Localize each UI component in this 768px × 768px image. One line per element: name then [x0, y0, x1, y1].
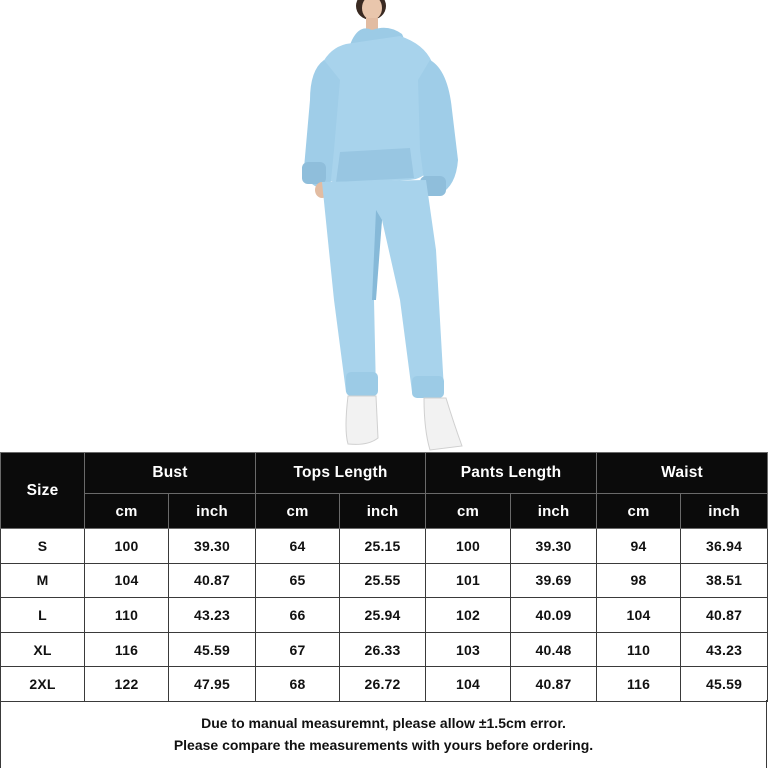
- table-cell: 43.23: [681, 632, 768, 667]
- table-cell: 116: [597, 667, 681, 702]
- table-cell: 38.51: [681, 563, 768, 598]
- table-cell: 64: [256, 529, 340, 564]
- table-cell: 45.59: [169, 632, 256, 667]
- table-cell: 26.33: [340, 632, 426, 667]
- group-header-waist: Waist: [597, 453, 768, 494]
- size-cell: L: [1, 598, 85, 633]
- size-chart-table: [0, 452, 768, 702]
- pants-right-cuff: [412, 376, 444, 398]
- note-line-error-tolerance: Due to manual measuremnt, please allow ±1.5cm error.: [201, 715, 566, 731]
- table-cell: 104: [597, 598, 681, 633]
- unit-header: cm: [256, 494, 340, 529]
- table-cell: 36.94: [681, 529, 768, 564]
- left-sneaker: [346, 396, 378, 444]
- table-cell: 25.55: [340, 563, 426, 598]
- table-cell: 101: [426, 563, 511, 598]
- table-cell: 110: [85, 598, 169, 633]
- table-cell: 102: [426, 598, 511, 633]
- table-cell: 100: [426, 529, 511, 564]
- group-header-bust: Bust: [85, 453, 256, 494]
- unit-header: cm: [85, 494, 169, 529]
- pants-left-cuff: [346, 372, 378, 396]
- size-cell: S: [1, 529, 85, 564]
- table-cell: 40.87: [681, 598, 768, 633]
- table-cell: 43.23: [169, 598, 256, 633]
- table-cell: 25.94: [340, 598, 426, 633]
- table-row: [1, 598, 768, 633]
- unit-header: cm: [597, 494, 681, 529]
- table-cell: 40.87: [511, 667, 597, 702]
- unit-header: inch: [511, 494, 597, 529]
- table-cell: 94: [597, 529, 681, 564]
- table-cell: 40.48: [511, 632, 597, 667]
- table-cell: 116: [85, 632, 169, 667]
- header-row-groups: [1, 453, 768, 494]
- header-row-units: [1, 494, 768, 529]
- unit-header: inch: [681, 494, 768, 529]
- table-cell: 103: [426, 632, 511, 667]
- table-cell: 110: [597, 632, 681, 667]
- jogger-pants: [322, 180, 444, 392]
- table-cell: 45.59: [681, 667, 768, 702]
- table-cell: 39.69: [511, 563, 597, 598]
- size-cell: XL: [1, 632, 85, 667]
- table-row: [1, 529, 768, 564]
- table-row: [1, 563, 768, 598]
- unit-header: cm: [426, 494, 511, 529]
- measurement-note: [0, 700, 767, 768]
- note-line-compare-advice: Please compare the measurements with yours before ordering.: [173, 737, 594, 753]
- table-cell: 25.15: [340, 529, 426, 564]
- table-cell: 104: [85, 563, 169, 598]
- table-cell: 100: [85, 529, 169, 564]
- table-cell: 47.95: [169, 667, 256, 702]
- hoodie-left-cuff: [302, 162, 326, 184]
- table-cell: 40.09: [511, 598, 597, 633]
- size-cell: 2XL: [1, 667, 85, 702]
- table-cell: 26.72: [340, 667, 426, 702]
- unit-header: inch: [169, 494, 256, 529]
- table-cell: 67: [256, 632, 340, 667]
- group-header-pants-length: Pants Length: [426, 453, 597, 494]
- size-column-header: Size: [1, 453, 85, 529]
- group-header-tops-length: Tops Length: [256, 453, 426, 494]
- table-cell: 65: [256, 563, 340, 598]
- table-cell: 39.30: [169, 529, 256, 564]
- unit-header: inch: [340, 494, 426, 529]
- table-cell: 40.87: [169, 563, 256, 598]
- hoodie-pocket: [336, 148, 414, 182]
- hoodie-right-sleeve: [418, 60, 458, 196]
- size-cell: M: [1, 563, 85, 598]
- right-sneaker: [424, 398, 462, 450]
- table-cell: 39.30: [511, 529, 597, 564]
- table-row: [1, 632, 768, 667]
- table-cell: 68: [256, 667, 340, 702]
- table-cell: 122: [85, 667, 169, 702]
- table-cell: 98: [597, 563, 681, 598]
- table-row: [1, 667, 768, 702]
- table-cell: 66: [256, 598, 340, 633]
- table-cell: 104: [426, 667, 511, 702]
